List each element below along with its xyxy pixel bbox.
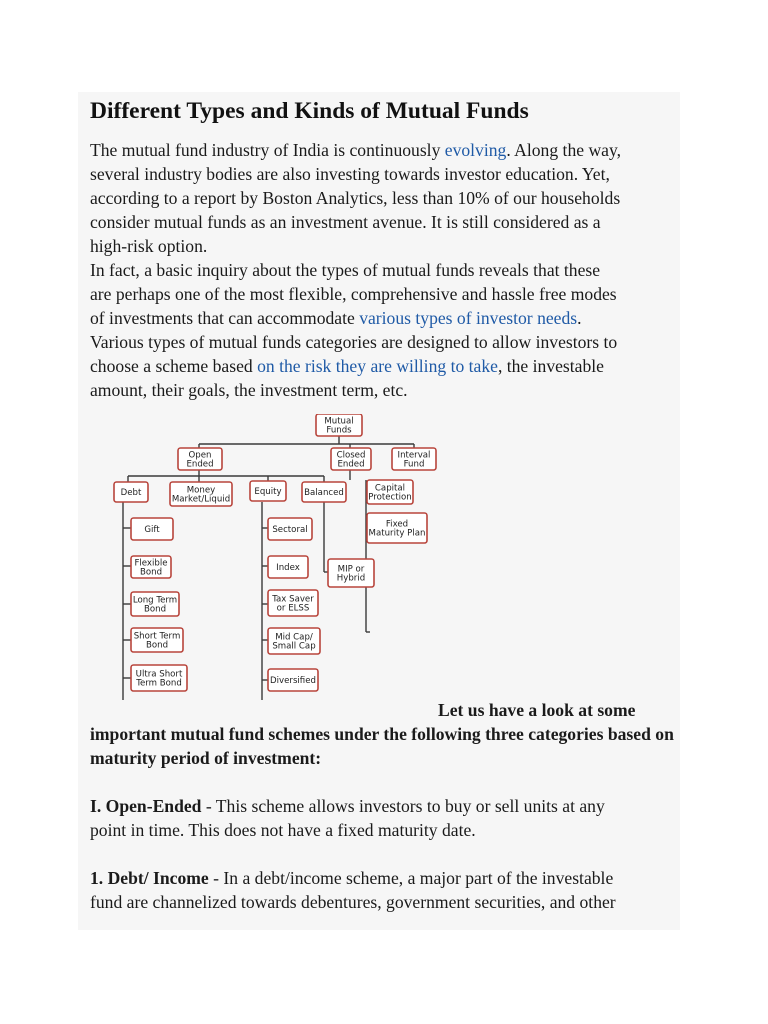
open-ended-node-label: Ended [186,459,214,470]
mip-hybrid-node-label: Hybrid [336,573,366,584]
flexible-bond-node-label: Flexible [134,558,168,569]
mid-cap-node [268,628,320,654]
tax-saver-node-label: Tax Saver [272,594,314,605]
index-node [268,556,308,578]
interval-fund-node-label: Fund [403,459,425,470]
intro-paragraph-line: several industry bodies are also investing towards investor education. Yet, [90,164,610,184]
debt-node [114,482,148,502]
money-market-node-label: Money [186,485,216,496]
open-ended-node-label: Open [188,450,212,461]
closed-ended-node [331,448,371,470]
fixed-maturity-node-label: Maturity Plan [368,528,426,539]
capital-protection-node [367,480,413,504]
risk-link[interactable]: on the risk they are willing to take [257,356,498,376]
mip-hybrid-node-label: MIP or [337,564,365,575]
fixed-maturity-node [367,513,427,543]
sectoral-node [268,518,312,540]
capital-protection-node-label: Protection [368,492,412,503]
long-term-bond-node-label: Long Term [132,595,178,606]
ultra-short-term-bond-node [131,665,187,691]
section-heading-line: Let us have a look at some [438,700,636,720]
mutual-funds-node-label: Mutual [324,416,354,427]
section-heading-line: important mutual fund schemes under the following three categories based on [90,724,674,744]
equity-node [250,481,286,501]
sectoral-node-label: Sectoral [272,525,308,535]
capital-protection-node-label: Capital [374,483,406,494]
intro-paragraph-line: amount, their goals, the investment term, etc. [90,380,408,400]
money-market-node [170,482,232,506]
open-ended-node [178,448,222,470]
flexible-bond-node-label: Bond [139,567,163,578]
flexible-bond-node [131,556,171,578]
fixed-maturity-node-label: Fixed [385,519,409,530]
tax-saver-node [268,590,318,616]
long-term-bond-node-label: Bond [143,604,167,615]
diversified-node-label: Diversified [270,676,316,686]
article-title: Different Types and Kinds of Mutual Funds [90,98,529,124]
mip-hybrid-node [328,559,374,587]
debt-income-label: 1. Debt/ Income [90,868,209,888]
closed-ended-node-label: Ended [337,459,365,470]
intro-paragraph-line: The mutual fund industry of India is continuously evolving. Along the way, [90,140,622,160]
mutual-fund-classification-diagram [112,414,442,700]
balanced-node [302,482,346,502]
index-node-label: Index [276,563,300,573]
open-ended-paragraph-line: point in time. This does not have a fixed maturity date. [90,820,476,840]
section-heading-line: maturity period of investment: [90,748,322,768]
gift-node [131,518,173,540]
short-term-bond-node-label: Short Term [133,631,181,642]
mutual-funds-node-label: Funds [326,425,352,436]
closed-ended-node-label: Closed [336,450,366,461]
intro-paragraph-line: choose a scheme based on the risk they are willing to take, the investable [90,356,604,376]
interval-fund-node-label: Interval [397,450,431,461]
gift-node-label: Gift [144,525,160,535]
mid-cap-node-label: Small Cap [272,641,316,652]
short-term-bond-node-label: Bond [145,640,169,651]
debt-income-paragraph-line: 1. Debt/ Income - In a debt/income scheme, a major part of the investable [90,868,614,888]
investor-needs-link[interactable]: various types of investor needs [359,308,578,328]
debt-node-label: Debt [120,488,142,498]
intro-paragraph-line: high-risk option. [90,236,208,256]
ultra-short-term-bond-node-label: Term Bond [136,678,182,689]
mid-cap-node-label: Mid Cap/ [275,632,313,643]
interval-fund-node [392,448,436,470]
tax-saver-node-label: or ELSS [276,603,310,614]
intro-paragraph-line: consider mutual funds as an investment avenue. It is still considered as a [90,212,601,232]
diagram-nodes [114,414,436,691]
equity-node-label: Equity [254,487,282,497]
balanced-node-label: Balanced [304,488,344,498]
intro-paragraph-line: according to a report by Boston Analytics, less than 10% of our households [90,188,621,208]
intro-paragraph-line: Various types of mutual funds categories are designed to allow investors to [90,332,618,352]
intro-paragraph-line: In fact, a basic inquiry about the types of mutual funds reveals that these [90,260,601,280]
debt-income-paragraph-line: fund are channelized towards debentures, government securities, and other [90,892,616,912]
evolving-link[interactable]: evolving [444,140,507,160]
short-term-bond-node [131,628,183,652]
mutual-funds-node [316,414,362,436]
money-market-node-label: Market/Liquid [171,494,231,505]
intro-paragraph-line: of investments that can accommodate various types of investor needs. [90,308,582,328]
open-ended-paragraph-line: I. Open-Ended - This scheme allows investors to buy or sell units at any [90,796,605,816]
long-term-bond-node [131,592,179,616]
intro-paragraph-line: are perhaps one of the most flexible, comprehensive and hassle free modes [90,284,617,304]
ultra-short-term-bond-node-label: Ultra Short [135,669,183,680]
diversified-node [268,669,318,691]
document-page [78,92,680,930]
open-ended-label: I. Open-Ended [90,796,202,816]
